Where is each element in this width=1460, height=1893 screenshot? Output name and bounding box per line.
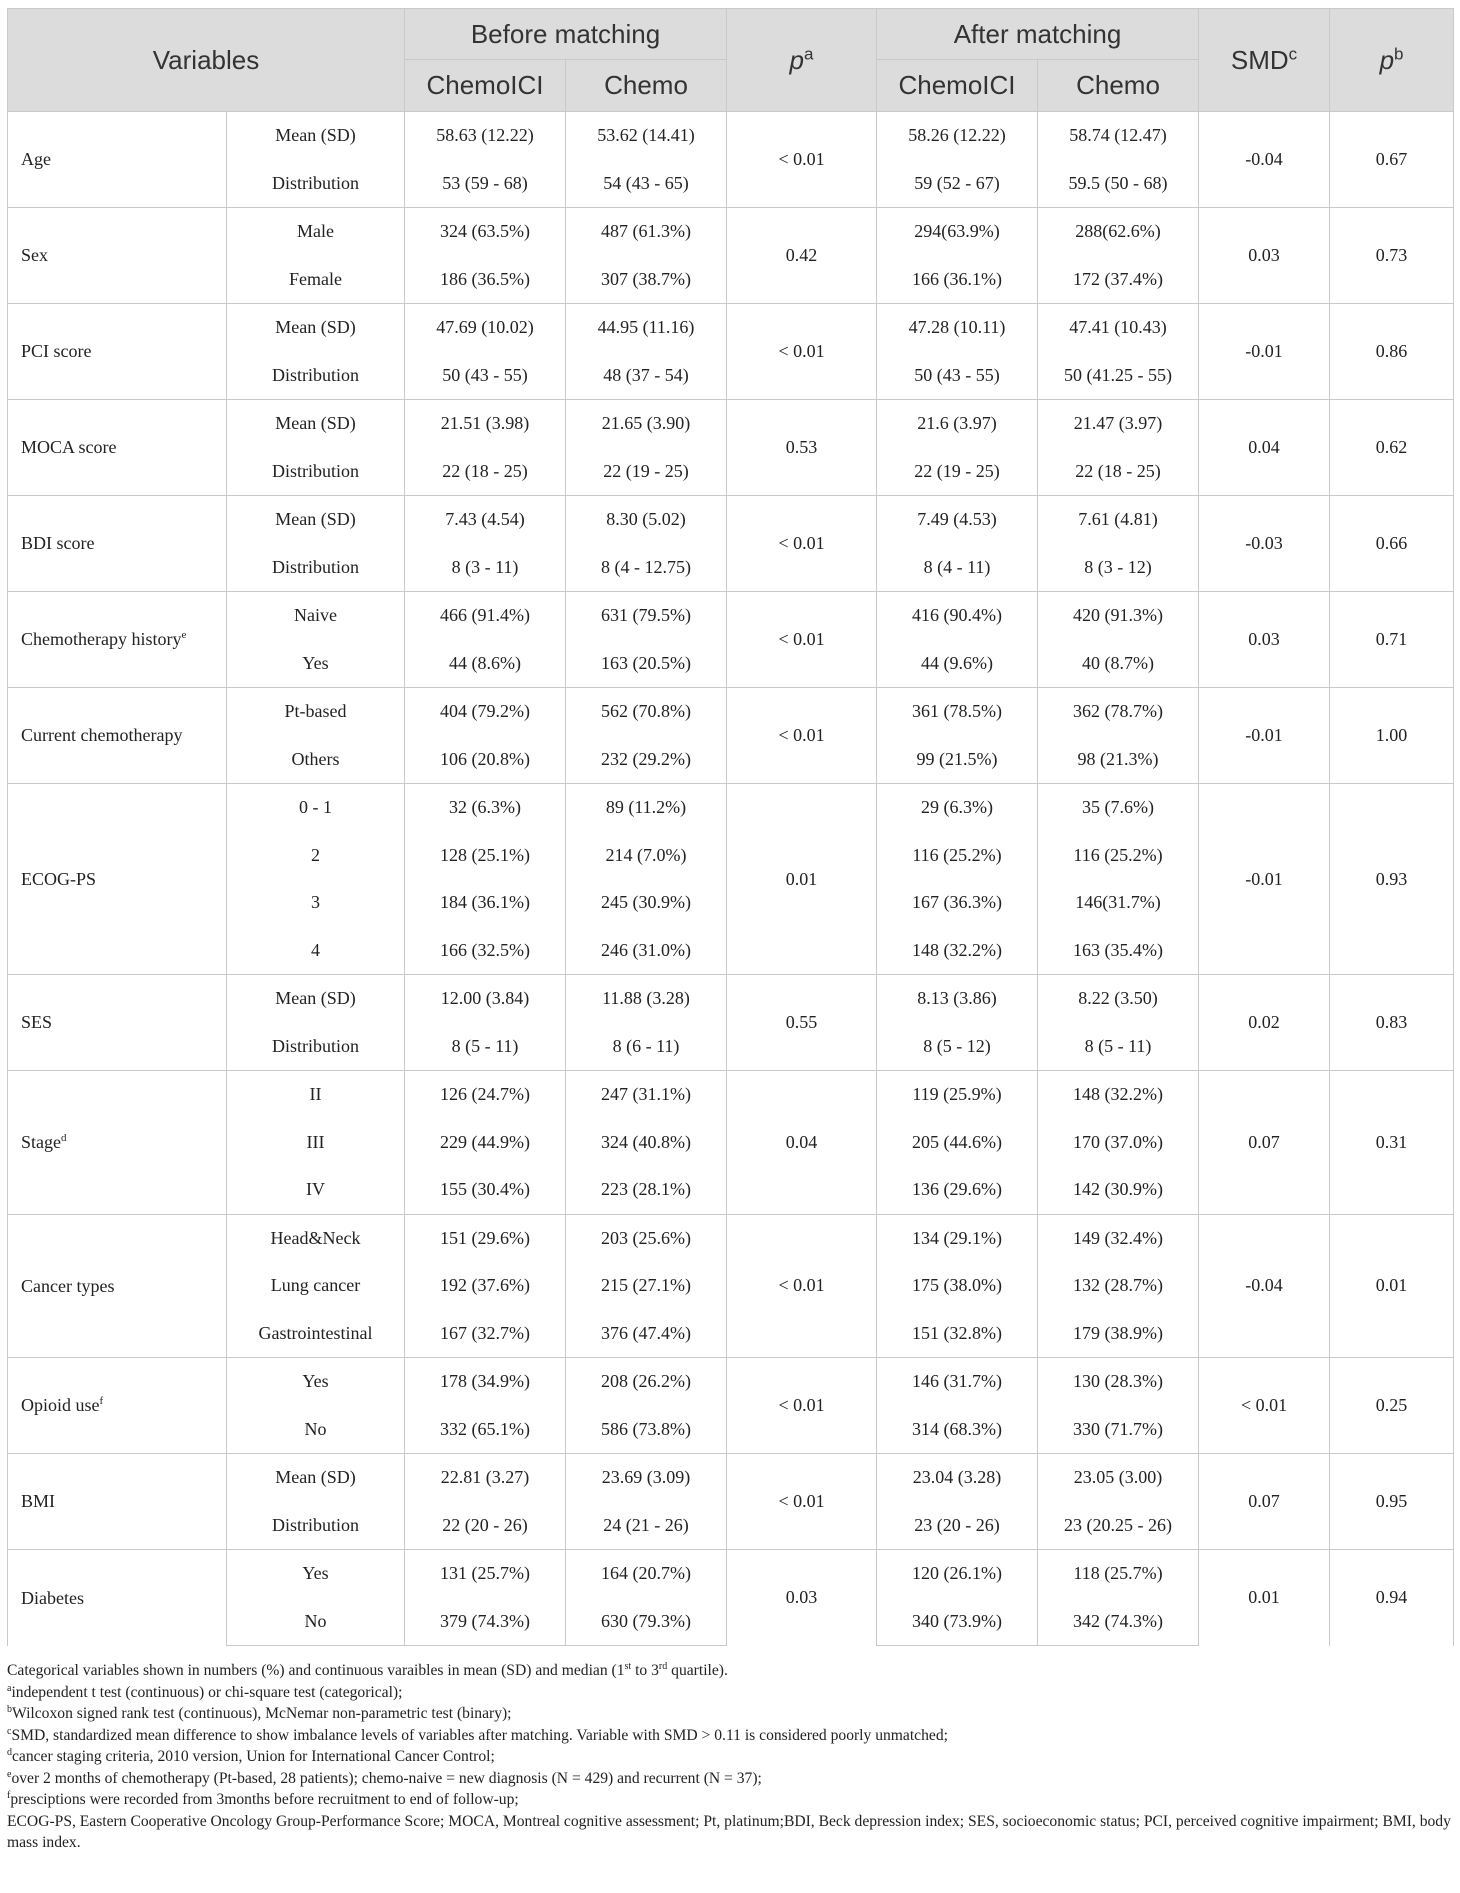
table-row — [8, 1454, 1454, 1502]
subcategory: Mean (SD) — [227, 496, 405, 544]
variable-name: Current chemotherapy — [8, 688, 227, 784]
p-value-after: 0.67 — [1330, 112, 1454, 208]
after-chemoici-value: 146 (31.7%) — [877, 1358, 1038, 1406]
before-chemoici-value: 466 (91.4%) — [405, 592, 566, 640]
before-chemo-value: 223 (28.1%) — [566, 1166, 727, 1214]
after-chemoici-value: 314 (68.3%) — [877, 1406, 1038, 1454]
variable-name: MOCA score — [8, 400, 227, 496]
after-chemo-value: 47.41 (10.43) — [1038, 304, 1199, 352]
before-chemo-value: 208 (26.2%) — [566, 1358, 727, 1406]
smd-value: -0.01 — [1199, 688, 1330, 784]
before-chemoici-value: 184 (36.1%) — [405, 879, 566, 927]
p-value-before: 0.01 — [727, 784, 877, 975]
table-row — [8, 1214, 1454, 1262]
before-chemo-value: 89 (11.2%) — [566, 784, 727, 832]
p-value-after: 0.94 — [1330, 1550, 1454, 1646]
p-value-after: 0.66 — [1330, 496, 1454, 592]
before-chemo-value: 630 (79.3%) — [566, 1598, 727, 1646]
after-chemoici-value: 416 (90.4%) — [877, 592, 1038, 640]
before-chemo-value: 245 (30.9%) — [566, 879, 727, 927]
variable-name: Diabetes — [8, 1550, 227, 1646]
before-chemoici-value: 106 (20.8%) — [405, 736, 566, 784]
subcategory: No — [227, 1598, 405, 1646]
before-chemoici-value: 8 (3 - 11) — [405, 544, 566, 592]
subcategory: 3 — [227, 879, 405, 927]
before-chemoici-value: 229 (44.9%) — [405, 1119, 566, 1167]
after-chemo-value: 59.5 (50 - 68) — [1038, 160, 1199, 208]
smd-value: -0.01 — [1199, 304, 1330, 400]
table-row — [8, 1071, 1454, 1119]
after-chemo-value: 172 (37.4%) — [1038, 256, 1199, 304]
after-chemoici-value: 44 (9.6%) — [877, 640, 1038, 688]
after-chemo-value: 40 (8.7%) — [1038, 640, 1199, 688]
variable-name: ECOG-PS — [8, 784, 227, 975]
variable-name: SES — [8, 975, 227, 1071]
after-chemo-value: 149 (32.4%) — [1038, 1214, 1199, 1262]
table-row — [8, 1358, 1454, 1406]
after-chemo-value: 179 (38.9%) — [1038, 1310, 1199, 1358]
before-chemo-value: 631 (79.5%) — [566, 592, 727, 640]
before-chemoici-value: 32 (6.3%) — [405, 784, 566, 832]
p-value-before: < 0.01 — [727, 592, 877, 688]
after-chemo-value: 8 (3 - 12) — [1038, 544, 1199, 592]
variable-name: Stage$^d$ — [8, 1071, 227, 1215]
table-row — [8, 592, 1454, 640]
p-value-before: < 0.01 — [727, 1358, 877, 1454]
table-row — [8, 784, 1454, 832]
p-value-after: 1.00 — [1330, 688, 1454, 784]
before-chemo-value: 487 (61.3%) — [566, 208, 727, 256]
after-chemoici-value: 8.13 (3.86) — [877, 975, 1038, 1023]
after-chemoici-value: 134 (29.1%) — [877, 1214, 1038, 1262]
header-before-chemoici: ChemoICI — [405, 60, 566, 112]
before-chemoici-value: 166 (32.5%) — [405, 927, 566, 975]
smd-value: 0.02 — [1199, 975, 1330, 1071]
subcategory: Yes — [227, 1358, 405, 1406]
smd-value: 0.03 — [1199, 208, 1330, 304]
before-chemo-value: 48 (37 - 54) — [566, 352, 727, 400]
smd-value: 0.01 — [1199, 1550, 1330, 1646]
before-chemoici-value: 47.69 (10.02) — [405, 304, 566, 352]
p-value-before: 0.55 — [727, 975, 877, 1071]
footnote: $^b$Wilcoxon signed rank test (continuous), McNemar non-parametric test (binary); — [7, 1703, 512, 1722]
p-value-before: 0.03 — [727, 1550, 877, 1646]
header-after-matching: After matching — [877, 9, 1199, 60]
before-chemoici-value: 324 (63.5%) — [405, 208, 566, 256]
after-chemo-value: 118 (25.7%) — [1038, 1550, 1199, 1598]
p-value-before: < 0.01 — [727, 304, 877, 400]
table-row — [8, 304, 1454, 352]
after-chemo-value: 8 (5 - 11) — [1038, 1023, 1199, 1071]
after-chemoici-value: 294(63.9%) — [877, 208, 1038, 256]
footnote: Categorical variables shown in numbers (%) and continuous varaibles in mean (SD) and median (1st to 3rd quartile). — [7, 1660, 728, 1679]
table-header — [8, 9, 1454, 112]
before-chemo-value: 22 (19 - 25) — [566, 448, 727, 496]
after-chemoici-value: 148 (32.2%) — [877, 927, 1038, 975]
subcategory: Mean (SD) — [227, 304, 405, 352]
after-chemoici-value: 340 (73.9%) — [877, 1598, 1038, 1646]
before-chemo-value: 8 (6 - 11) — [566, 1023, 727, 1071]
subcategory: Distribution — [227, 448, 405, 496]
after-chemo-value: 330 (71.7%) — [1038, 1406, 1199, 1454]
table-row — [8, 208, 1454, 256]
after-chemoici-value: 22 (19 - 25) — [877, 448, 1038, 496]
after-chemo-value: 288(62.6%) — [1038, 208, 1199, 256]
before-chemo-value: 53.62 (14.41) — [566, 112, 727, 160]
smd-value: 0.07 — [1199, 1454, 1330, 1550]
after-chemo-value: 98 (21.3%) — [1038, 736, 1199, 784]
footnote: $^f$presciptions were recorded from 3months before recruitment to end of follow-up; — [7, 1789, 519, 1808]
subcategory: Distribution — [227, 352, 405, 400]
before-chemo-value: 23.69 (3.09) — [566, 1454, 727, 1502]
after-chemo-value: 23.05 (3.00) — [1038, 1454, 1199, 1502]
before-chemo-value: 307 (38.7%) — [566, 256, 727, 304]
table-row — [8, 112, 1454, 160]
p-value-after: 0.95 — [1330, 1454, 1454, 1550]
subcategory: Others — [227, 736, 405, 784]
smd-value: 0.03 — [1199, 592, 1330, 688]
header-after-chemo: Chemo — [1038, 60, 1199, 112]
p-value-after: 0.71 — [1330, 592, 1454, 688]
after-chemoici-value: 361 (78.5%) — [877, 688, 1038, 736]
after-chemo-value: 7.61 (4.81) — [1038, 496, 1199, 544]
after-chemo-value: 132 (28.7%) — [1038, 1262, 1199, 1310]
after-chemoici-value: 205 (44.6%) — [877, 1119, 1038, 1167]
smd-value: -0.01 — [1199, 784, 1330, 975]
subcategory: Distribution — [227, 160, 405, 208]
footnote: $^a$independent t test (continuous) or chi-square test (categorical); — [7, 1682, 403, 1701]
p-value-before: 0.53 — [727, 400, 877, 496]
after-chemo-value: 420 (91.3%) — [1038, 592, 1199, 640]
smd-value: -0.04 — [1199, 1214, 1330, 1358]
header-variables: Variables — [8, 9, 405, 112]
before-chemo-value: 21.65 (3.90) — [566, 400, 727, 448]
table-row — [8, 496, 1454, 544]
after-chemo-value: 50 (41.25 - 55) — [1038, 352, 1199, 400]
footnote: $^e$over 2 months of chemotherapy (Pt-based, 28 patients); chemo-naive = new diagnosis (N = 429) and recurrent (N = 37); — [7, 1768, 762, 1787]
subcategory: No — [227, 1406, 405, 1454]
subcategory: II — [227, 1071, 405, 1119]
footnote: $^d$cancer staging criteria, 2010 version, Union for International Cancer Control; — [7, 1746, 495, 1765]
after-chemoici-value: 23.04 (3.28) — [877, 1454, 1038, 1502]
before-chemoici-value: 126 (24.7%) — [405, 1071, 566, 1119]
before-chemoici-value: 50 (43 - 55) — [405, 352, 566, 400]
p-value-after: 0.31 — [1330, 1071, 1454, 1215]
before-chemo-value: 247 (31.1%) — [566, 1071, 727, 1119]
before-chemoici-value: 178 (34.9%) — [405, 1358, 566, 1406]
before-chemo-value: 11.88 (3.28) — [566, 975, 727, 1023]
before-chemoici-value: 186 (36.5%) — [405, 256, 566, 304]
after-chemo-value: 22 (18 - 25) — [1038, 448, 1199, 496]
header-before-matching: Before matching — [405, 9, 727, 60]
before-chemoici-value: 192 (37.6%) — [405, 1262, 566, 1310]
after-chemo-value: 8.22 (3.50) — [1038, 975, 1199, 1023]
subcategory: Male — [227, 208, 405, 256]
smd-value: 0.04 — [1199, 400, 1330, 496]
table-row — [8, 975, 1454, 1023]
before-chemoici-value: 53 (59 - 68) — [405, 160, 566, 208]
variable-name: BDI score — [8, 496, 227, 592]
after-chemo-value: 142 (30.9%) — [1038, 1166, 1199, 1214]
subcategory: Female — [227, 256, 405, 304]
before-chemoici-value: 155 (30.4%) — [405, 1166, 566, 1214]
before-chemoici-value: 44 (8.6%) — [405, 640, 566, 688]
subcategory: IV — [227, 1166, 405, 1214]
header-p-b: $p^b$ — [1330, 9, 1454, 112]
table-row — [8, 1550, 1454, 1598]
after-chemo-value: 35 (7.6%) — [1038, 784, 1199, 832]
smd-value: -0.03 — [1199, 496, 1330, 592]
subcategory: Mean (SD) — [227, 1454, 405, 1502]
after-chemo-value: 23 (20.25 - 26) — [1038, 1502, 1199, 1550]
smd-value: -0.04 — [1199, 112, 1330, 208]
table-body — [8, 112, 1454, 1646]
after-chemoici-value: 7.49 (4.53) — [877, 496, 1038, 544]
before-chemo-value: 246 (31.0%) — [566, 927, 727, 975]
subcategory: Gastrointestinal — [227, 1310, 405, 1358]
after-chemo-value: 130 (28.3%) — [1038, 1358, 1199, 1406]
matching-table — [7, 8, 1454, 1646]
p-value-after: 0.93 — [1330, 784, 1454, 975]
subcategory: Yes — [227, 1550, 405, 1598]
p-value-before: < 0.01 — [727, 112, 877, 208]
p-value-before: < 0.01 — [727, 1214, 877, 1358]
before-chemoici-value: 404 (79.2%) — [405, 688, 566, 736]
before-chemoici-value: 22 (18 - 25) — [405, 448, 566, 496]
before-chemo-value: 44.95 (11.16) — [566, 304, 727, 352]
subcategory: III — [227, 1119, 405, 1167]
before-chemo-value: 8.30 (5.02) — [566, 496, 727, 544]
before-chemoici-value: 131 (25.7%) — [405, 1550, 566, 1598]
before-chemoici-value: 151 (29.6%) — [405, 1214, 566, 1262]
after-chemo-value: 58.74 (12.47) — [1038, 112, 1199, 160]
p-value-after: 0.86 — [1330, 304, 1454, 400]
after-chemoici-value: 21.6 (3.97) — [877, 400, 1038, 448]
subcategory: 2 — [227, 832, 405, 880]
after-chemoici-value: 119 (25.9%) — [877, 1071, 1038, 1119]
variable-name: Age — [8, 112, 227, 208]
after-chemoici-value: 175 (38.0%) — [877, 1262, 1038, 1310]
before-chemo-value: 163 (20.5%) — [566, 640, 727, 688]
after-chemo-value: 148 (32.2%) — [1038, 1071, 1199, 1119]
before-chemo-value: 232 (29.2%) — [566, 736, 727, 784]
subcategory: Distribution — [227, 1023, 405, 1071]
before-chemoici-value: 7.43 (4.54) — [405, 496, 566, 544]
table-container — [7, 8, 1453, 1854]
p-value-after: 0.01 — [1330, 1214, 1454, 1358]
header-p-a: $p^a$ — [727, 9, 877, 112]
subcategory: Mean (SD) — [227, 112, 405, 160]
table-row — [8, 400, 1454, 448]
before-chemoici-value: 12.00 (3.84) — [405, 975, 566, 1023]
footnote: $^c$SMD, standardized mean difference to show imbalance levels of variables after matching. Variable with SMD > 0.11 is considered poorly unmatched; — [7, 1725, 948, 1744]
after-chemoici-value: 58.26 (12.22) — [877, 112, 1038, 160]
variable-name: Opioid use$^f$ — [8, 1358, 227, 1454]
after-chemoici-value: 59 (52 - 67) — [877, 160, 1038, 208]
subcategory: Head&Neck — [227, 1214, 405, 1262]
subcategory: Mean (SD) — [227, 975, 405, 1023]
before-chemo-value: 24 (21 - 26) — [566, 1502, 727, 1550]
variable-name: Cancer types — [8, 1214, 227, 1358]
p-value-before: 0.42 — [727, 208, 877, 304]
after-chemo-value: 362 (78.7%) — [1038, 688, 1199, 736]
after-chemoici-value: 99 (21.5%) — [877, 736, 1038, 784]
header-smd: SMD$^c$ — [1199, 9, 1330, 112]
subcategory: Mean (SD) — [227, 400, 405, 448]
before-chemoici-value: 21.51 (3.98) — [405, 400, 566, 448]
after-chemoici-value: 136 (29.6%) — [877, 1166, 1038, 1214]
p-value-after: 0.25 — [1330, 1358, 1454, 1454]
after-chemoici-value: 50 (43 - 55) — [877, 352, 1038, 400]
subcategory: Naive — [227, 592, 405, 640]
after-chemoici-value: 151 (32.8%) — [877, 1310, 1038, 1358]
before-chemoici-value: 167 (32.7%) — [405, 1310, 566, 1358]
variable-name: Sex — [8, 208, 227, 304]
after-chemoici-value: 8 (4 - 11) — [877, 544, 1038, 592]
before-chemoici-value: 58.63 (12.22) — [405, 112, 566, 160]
before-chemoici-value: 379 (74.3%) — [405, 1598, 566, 1646]
subcategory: Distribution — [227, 544, 405, 592]
p-value-after: 0.62 — [1330, 400, 1454, 496]
footnote: ECOG-PS, Eastern Cooperative Oncology Group-Performance Score; MOCA, Montreal cognitive assessment; Pt, platinum;BDI, Beck depression index; SES, socioeconomic status; PCI, perceived cognitive impairment; BMI, body mass index. — [7, 1812, 1451, 1851]
before-chemo-value: 215 (27.1%) — [566, 1262, 727, 1310]
subcategory: 4 — [227, 927, 405, 975]
table-row — [8, 688, 1454, 736]
before-chemoici-value: 22 (20 - 26) — [405, 1502, 566, 1550]
footnotes — [7, 1660, 1453, 1854]
smd-value: 0.07 — [1199, 1071, 1330, 1215]
after-chemo-value: 170 (37.0%) — [1038, 1119, 1199, 1167]
after-chemoici-value: 120 (26.1%) — [877, 1550, 1038, 1598]
before-chemoici-value: 332 (65.1%) — [405, 1406, 566, 1454]
before-chemoici-value: 128 (25.1%) — [405, 832, 566, 880]
subcategory: 0 - 1 — [227, 784, 405, 832]
p-value-after: 0.73 — [1330, 208, 1454, 304]
before-chemoici-value: 8 (5 - 11) — [405, 1023, 566, 1071]
p-value-after: 0.83 — [1330, 975, 1454, 1071]
subcategory: Yes — [227, 640, 405, 688]
after-chemo-value: 163 (35.4%) — [1038, 927, 1199, 975]
after-chemoici-value: 116 (25.2%) — [877, 832, 1038, 880]
subcategory: Lung cancer — [227, 1262, 405, 1310]
after-chemo-value: 21.47 (3.97) — [1038, 400, 1199, 448]
variable-name: BMI — [8, 1454, 227, 1550]
before-chemo-value: 8 (4 - 12.75) — [566, 544, 727, 592]
p-value-before: < 0.01 — [727, 496, 877, 592]
after-chemoici-value: 47.28 (10.11) — [877, 304, 1038, 352]
after-chemoici-value: 167 (36.3%) — [877, 879, 1038, 927]
before-chemo-value: 562 (70.8%) — [566, 688, 727, 736]
subcategory: Pt-based — [227, 688, 405, 736]
before-chemo-value: 214 (7.0%) — [566, 832, 727, 880]
variable-name: PCI score — [8, 304, 227, 400]
p-value-before: < 0.01 — [727, 688, 877, 784]
header-after-chemoici: ChemoICI — [877, 60, 1038, 112]
smd-value: < 0.01 — [1199, 1358, 1330, 1454]
before-chemoici-value: 22.81 (3.27) — [405, 1454, 566, 1502]
after-chemoici-value: 29 (6.3%) — [877, 784, 1038, 832]
p-value-before: 0.04 — [727, 1071, 877, 1215]
after-chemoici-value: 166 (36.1%) — [877, 256, 1038, 304]
after-chemo-value: 342 (74.3%) — [1038, 1598, 1199, 1646]
p-value-before: < 0.01 — [727, 1454, 877, 1550]
before-chemo-value: 324 (40.8%) — [566, 1119, 727, 1167]
after-chemo-value: 116 (25.2%) — [1038, 832, 1199, 880]
before-chemo-value: 586 (73.8%) — [566, 1406, 727, 1454]
subcategory: Distribution — [227, 1502, 405, 1550]
before-chemo-value: 203 (25.6%) — [566, 1214, 727, 1262]
after-chemoici-value: 23 (20 - 26) — [877, 1502, 1038, 1550]
variable-name: Chemotherapy history$^e$ — [8, 592, 227, 688]
after-chemoici-value: 8 (5 - 12) — [877, 1023, 1038, 1071]
before-chemo-value: 54 (43 - 65) — [566, 160, 727, 208]
before-chemo-value: 376 (47.4%) — [566, 1310, 727, 1358]
before-chemo-value: 164 (20.7%) — [566, 1550, 727, 1598]
after-chemo-value: 146(31.7%) — [1038, 879, 1199, 927]
header-before-chemo: Chemo — [566, 60, 727, 112]
